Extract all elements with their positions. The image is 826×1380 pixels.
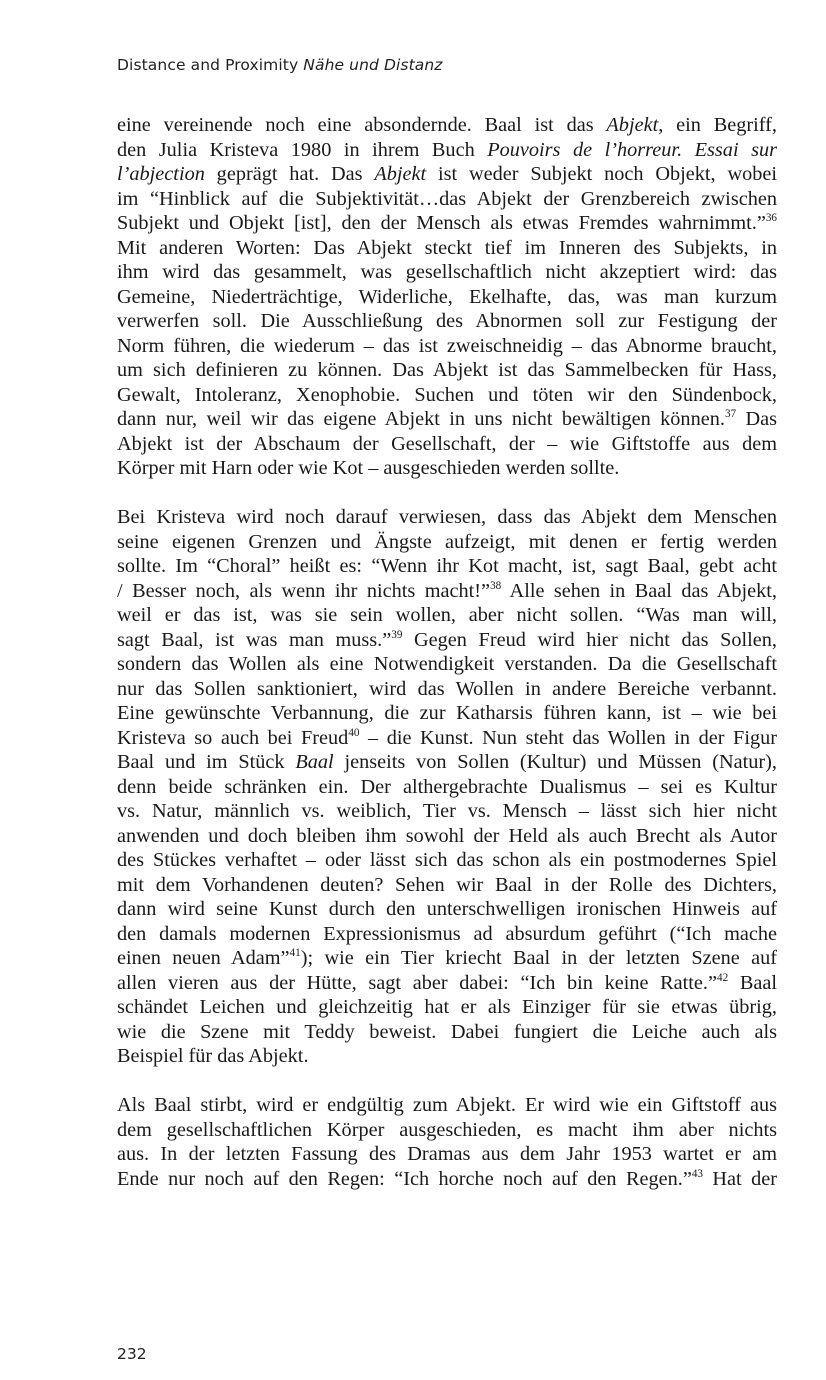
text-line: Mit anderen Worten: Das Abjekt steckt tief im Inneren des Subjekts, in [117,236,777,259]
text-line: aus. In der letzten Fassung des Dramas aus dem Jahr 1953 wartet er am [117,1143,777,1166]
footnote-ref-40: 40 [348,726,360,739]
text-line: dann wird seine Kunst durch den unterschwelligen ironischen Hinweis auf [117,898,777,921]
text-line: dann nur, weil wir das eigene Abjekt in uns nicht bewältigen können.$^{37}$ Das [117,408,777,430]
text-line: wie die Szene mit Teddy beweist. Dabei fungiert die Leiche auch als [117,1020,777,1043]
text-line: dem gesellschaftlichen Körper ausgeschieden, es macht ihm aber nichts [117,1118,777,1141]
text-line: verwerfen soll. Die Ausschließung des Abnormen soll zur Festigung der [117,310,777,332]
running-head-english-title: Distance and Proximity [117,56,299,74]
text-line: Körper mit Harn oder wie Kot – ausgeschieden werden sollte. [117,457,620,479]
footnote-ref-43: 43 [691,1167,703,1180]
footnote-ref-42: 42 [717,971,729,984]
text-line: Eine gewünschte Verbannung, die zur Katharsis führen kann, ist – wie bei [117,702,777,725]
text-line: Subjekt und Objekt [ist], den der Mensch als etwas Fremdes wahrnimmt.”$^{36}$ [117,212,777,234]
text-line: Gewalt, Intoleranz, Xenophobie. Suchen und töten wir den Sündenbock, [117,383,777,406]
text-line: um sich definieren zu können. Das Abjekt ist das Sammelbecken für Hass, [117,359,777,381]
text-line: Bei Kristeva wird noch darauf verwiesen, dass das Abjekt dem Menschen [117,506,777,529]
text-line: seine eigenen Grenzen und Ängste aufzeigt, mit denen er fertig werden [117,530,777,553]
text-line: Baal und im Stück Baal jenseits von Sollen (Kultur) und Müssen (Natur), [117,751,777,774]
running-head [117,56,443,74]
text-line: / Besser noch, als wenn ihr nichts macht!”$^{38}$ Alle sehen in Baal das Abjekt, [117,579,777,602]
text-line: Abjekt ist der Abschaum der Gesellschaft, der – wie Giftstoffe aus dem [117,432,777,455]
text-line: denn beide schränken ein. Der althergebrachte Dualismus – sei es Kultur [117,775,777,798]
text-line: des Stückes verhaftet – oder lässt sich das schon als ein postmodernes Spiel [117,849,777,872]
paragraph-2 [117,505,777,1069]
text-line: l’abjection geprägt hat. Das Abjekt ist weder Subjekt noch Objekt, wobei [117,163,778,185]
paragraph-1 [117,113,777,481]
page-number: 232 [117,1345,147,1363]
text-line: den Julia Kristeva 1980 in ihrem Buch Pouvoirs de l’horreur. Essai sur [117,138,778,161]
text-line: Kristeva so auch bei Freud$^{40}$ – die Kunst. Nun steht das Wollen in der Figur [117,726,777,749]
footnote-ref-36: 36 [765,212,777,225]
text-line: sagt Baal, ist was man muss.”$^{39}$ Gegen Freud wird hier nicht das Sollen, [117,628,778,651]
text-line: im “Hinblick auf die Subjektivität…das Abjekt der Grenzbereich zwischen [117,187,777,210]
text-line: sondern das Wollen als eine Notwendigkeit verstanden. Da die Gesellschaft [117,653,777,676]
running-head-german-title: Nähe und Distanz [303,56,443,74]
text-line: allen vieren aus der Hütte, sagt aber dabei: “Ich bin keine Ratte.”$^{42}$ Baal [117,971,777,994]
text-line: schändet Leichen und gleichzeitig hat er als Einziger für sie etwas übrig, [117,996,777,1019]
text-line: Norm führen, die wiederum – das ist zweischneidig – das Abnorme braucht, [117,334,777,357]
text-line: Als Baal stirbt, wird er endgültig zum Abjekt. Er wird wie ein Giftstoff aus [117,1094,777,1117]
text-line: den damals modernen Expressionismus ad absurdum geführt (“Ich mache [117,922,777,945]
text-line: einen neuen Adam”$^{41}$); wie ein Tier kriecht Baal in der letzten Szene auf [117,947,777,970]
text-line: Gemeine, Niederträchtige, Widerliche, Ekelhafte, das, was man kurzum [117,285,777,308]
footnote-ref-39: 39 [391,628,403,641]
text-line: ihm wird das gesammelt, was gesellschaftlich nicht akzeptiert wird: das [117,261,777,283]
text-line: weil er das ist, was sie sein wollen, aber nicht sollen. “Was man will, [117,604,777,627]
text-line: vs. Natur, männlich vs. weiblich, Tier vs. Mensch – lässt sich hier nicht [117,800,777,823]
paragraph-3 [117,1093,777,1191]
footnote-ref-37: 37 [724,408,737,421]
text-line: mit dem Vorhandenen deuten? Sehen wir Baal in der Rolle des Dichters, [117,873,777,896]
body-text [117,113,777,1191]
text-line: Beispiel für das Abjekt. [117,1045,309,1068]
text-line: nur das Sollen sanktioniert, wird das Wollen in andere Bereiche verbannt. [117,677,777,700]
footnote-ref-41: 41 [289,947,301,960]
text-line: anwenden und doch bleiben ihm sowohl der Held als auch Brecht als Autor [117,824,777,847]
text-line: eine vereinende noch eine absondernde. Baal ist das Abjekt, ein Begriff, [117,114,777,136]
footnote-ref-38: 38 [490,579,502,592]
text-line: sollte. Im “Choral” heißt es: “Wenn ihr Kot macht, ist, sagt Baal, gebt acht [117,555,777,578]
text-line: Ende nur noch auf den Regen: “Ich horche noch auf den Regen.”$^{43}$ Hat der [117,1167,777,1190]
